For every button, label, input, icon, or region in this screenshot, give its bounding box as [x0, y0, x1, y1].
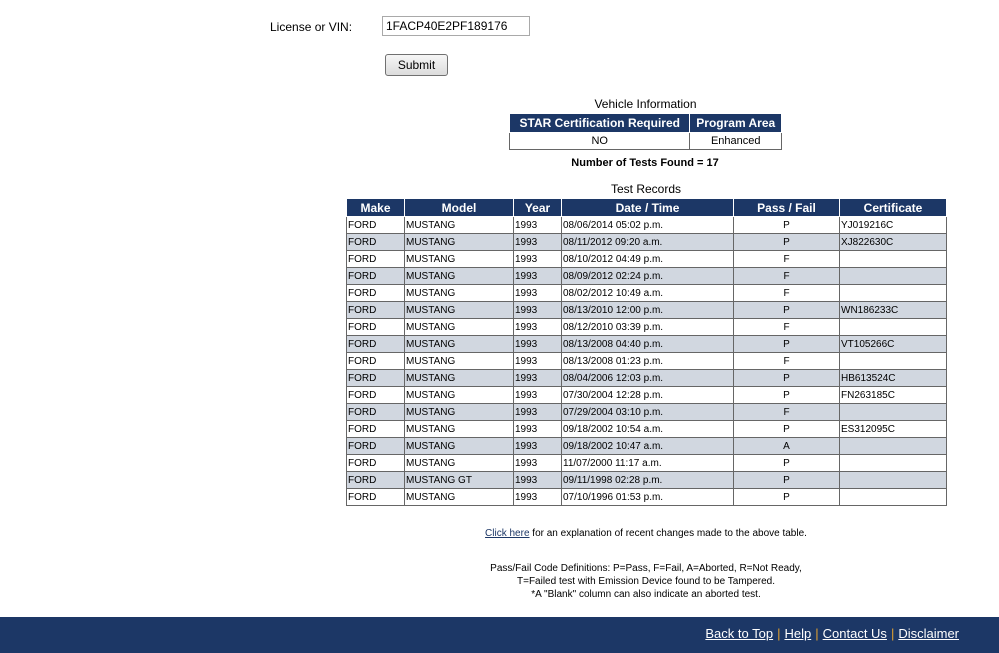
- col-header-year: Year: [514, 199, 562, 217]
- col-header-model: Model: [405, 199, 514, 217]
- col-header-make: Make: [347, 199, 405, 217]
- year-cell: 1993: [514, 251, 562, 268]
- footer-separator: |: [815, 626, 819, 641]
- table-row: [347, 404, 947, 421]
- table-row: [347, 268, 947, 285]
- year-cell: 1993: [514, 404, 562, 421]
- pass-fail-cell: P: [734, 336, 840, 353]
- model-cell: MUSTANG: [405, 336, 514, 353]
- year-cell: 1993: [514, 217, 562, 234]
- test-records-header-row: [347, 199, 947, 217]
- pass-fail-cell: F: [734, 285, 840, 302]
- make-cell: FORD: [347, 370, 405, 387]
- date-time-cell: 07/10/1996 01:53 p.m.: [562, 489, 734, 506]
- test-records-table: [346, 198, 947, 506]
- date-time-cell: 08/02/2012 10:49 a.m.: [562, 285, 734, 302]
- certificate-cell: VT105266C: [840, 336, 947, 353]
- col-header-certificate: Certificate: [840, 199, 947, 217]
- pass-fail-cell: P: [734, 217, 840, 234]
- year-cell: 1993: [514, 455, 562, 472]
- date-time-cell: 08/06/2014 05:02 p.m.: [562, 217, 734, 234]
- make-cell: FORD: [347, 336, 405, 353]
- year-cell: 1993: [514, 472, 562, 489]
- make-cell: FORD: [347, 421, 405, 438]
- pass-fail-cell: P: [734, 387, 840, 404]
- table-row: [347, 319, 947, 336]
- footer-bar: [0, 617, 999, 653]
- table-row: [347, 285, 947, 302]
- definitions-line-2: T=Failed test with Emission Device found to be Tampered.: [517, 576, 775, 587]
- year-cell: 1993: [514, 234, 562, 251]
- vi-value-star: NO: [510, 133, 690, 150]
- pass-fail-cell: F: [734, 353, 840, 370]
- model-cell: MUSTANG: [405, 438, 514, 455]
- certificate-cell: XJ822630C: [840, 234, 947, 251]
- year-cell: 1993: [514, 319, 562, 336]
- vi-header-star: STAR Certification Required: [510, 114, 690, 133]
- changes-note-text: for an explanation of recent changes made to the above table.: [529, 528, 807, 539]
- make-cell: FORD: [347, 353, 405, 370]
- definitions-line-3: *A "Blank" column can also indicate an aborted test.: [531, 589, 761, 600]
- certificate-cell: [840, 404, 947, 421]
- back-to-top-link[interactable]: Back to Top: [705, 626, 774, 641]
- date-time-cell: 09/11/1998 02:28 p.m.: [562, 472, 734, 489]
- year-cell: 1993: [514, 489, 562, 506]
- year-cell: 1993: [514, 302, 562, 319]
- pass-fail-cell: F: [734, 268, 840, 285]
- changes-note: [346, 528, 946, 539]
- certificate-cell: [840, 438, 947, 455]
- year-cell: 1993: [514, 370, 562, 387]
- model-cell: MUSTANG: [405, 421, 514, 438]
- pass-fail-cell: F: [734, 251, 840, 268]
- tests-found-count: Number of Tests Found = 17: [571, 157, 719, 169]
- make-cell: FORD: [347, 302, 405, 319]
- model-cell: MUSTANG: [405, 404, 514, 421]
- pass-fail-cell: P: [734, 489, 840, 506]
- certificate-cell: ES312095C: [840, 421, 947, 438]
- model-cell: MUSTANG: [405, 489, 514, 506]
- model-cell: MUSTANG: [405, 285, 514, 302]
- pass-fail-cell: P: [734, 472, 840, 489]
- certificate-cell: WN186233C: [840, 302, 947, 319]
- certificate-cell: [840, 353, 947, 370]
- pass-fail-definitions: [346, 562, 946, 601]
- year-cell: 1993: [514, 387, 562, 404]
- contact-us-link[interactable]: Contact Us: [822, 626, 887, 641]
- make-cell: FORD: [347, 455, 405, 472]
- year-cell: 1993: [514, 353, 562, 370]
- certificate-cell: [840, 285, 947, 302]
- model-cell: MUSTANG: [405, 455, 514, 472]
- date-time-cell: 07/30/2004 12:28 p.m.: [562, 387, 734, 404]
- year-cell: 1993: [514, 438, 562, 455]
- make-cell: FORD: [347, 285, 405, 302]
- disclaimer-link[interactable]: Disclaimer: [898, 626, 959, 641]
- model-cell: MUSTANG: [405, 268, 514, 285]
- certificate-cell: [840, 489, 947, 506]
- model-cell: MUSTANG: [405, 387, 514, 404]
- table-row: [347, 336, 947, 353]
- certificate-cell: YJ019216C: [840, 217, 947, 234]
- model-cell: MUSTANG: [405, 353, 514, 370]
- year-cell: 1993: [514, 421, 562, 438]
- definitions-line-1: Pass/Fail Code Definitions: P=Pass, F=Fail, A=Aborted, R=Not Ready,: [490, 563, 802, 574]
- year-cell: 1993: [514, 336, 562, 353]
- date-time-cell: 08/11/2012 09:20 a.m.: [562, 234, 734, 251]
- help-link[interactable]: Help: [784, 626, 812, 641]
- pass-fail-cell: F: [734, 319, 840, 336]
- pass-fail-cell: P: [734, 370, 840, 387]
- make-cell: FORD: [347, 387, 405, 404]
- certificate-cell: [840, 472, 947, 489]
- pass-fail-cell: P: [734, 234, 840, 251]
- date-time-cell: 08/09/2012 02:24 p.m.: [562, 268, 734, 285]
- date-time-cell: 08/13/2008 04:40 p.m.: [562, 336, 734, 353]
- certificate-cell: HB613524C: [840, 370, 947, 387]
- footer-separator: |: [777, 626, 781, 641]
- table-row: [347, 438, 947, 455]
- year-cell: 1993: [514, 268, 562, 285]
- pass-fail-cell: P: [734, 455, 840, 472]
- pass-fail-cell: P: [734, 421, 840, 438]
- license-vin-input[interactable]: [382, 16, 530, 36]
- make-cell: FORD: [347, 251, 405, 268]
- make-cell: FORD: [347, 234, 405, 251]
- vehicle-info-title: Vehicle Information: [594, 97, 697, 111]
- certificate-cell: [840, 455, 947, 472]
- date-time-cell: 11/07/2000 11:17 a.m.: [562, 455, 734, 472]
- model-cell: MUSTANG: [405, 217, 514, 234]
- date-time-cell: 07/29/2004 03:10 p.m.: [562, 404, 734, 421]
- make-cell: FORD: [347, 472, 405, 489]
- date-time-cell: 08/13/2010 12:00 p.m.: [562, 302, 734, 319]
- make-cell: FORD: [347, 404, 405, 421]
- model-cell: MUSTANG: [405, 319, 514, 336]
- make-cell: FORD: [347, 438, 405, 455]
- table-row: [347, 234, 947, 251]
- table-row: [347, 455, 947, 472]
- pass-fail-cell: P: [734, 302, 840, 319]
- table-row: [347, 472, 947, 489]
- date-time-cell: 08/12/2010 03:39 p.m.: [562, 319, 734, 336]
- table-row: [347, 489, 947, 506]
- date-time-cell: 08/10/2012 04:49 p.m.: [562, 251, 734, 268]
- make-cell: FORD: [347, 217, 405, 234]
- table-row: [347, 217, 947, 234]
- make-cell: FORD: [347, 489, 405, 506]
- vi-header-program-area: Program Area: [690, 114, 782, 133]
- license-vin-label: License or VIN:: [270, 20, 353, 34]
- model-cell: MUSTANG: [405, 370, 514, 387]
- pass-fail-cell: A: [734, 438, 840, 455]
- table-row: [347, 387, 947, 404]
- certificate-cell: [840, 268, 947, 285]
- year-cell: 1993: [514, 285, 562, 302]
- certificate-cell: FN263185C: [840, 387, 947, 404]
- model-cell: MUSTANG GT: [405, 472, 514, 489]
- vehicle-info-table: [509, 113, 782, 150]
- model-cell: MUSTANG: [405, 234, 514, 251]
- pass-fail-cell: F: [734, 404, 840, 421]
- model-cell: MUSTANG: [405, 302, 514, 319]
- date-time-cell: 09/18/2002 10:54 a.m.: [562, 421, 734, 438]
- make-cell: FORD: [347, 319, 405, 336]
- table-row: [347, 251, 947, 268]
- date-time-cell: 09/18/2002 10:47 a.m.: [562, 438, 734, 455]
- footer-separator: |: [890, 626, 895, 641]
- certificate-cell: [840, 319, 947, 336]
- certificate-cell: [840, 251, 947, 268]
- click-here-link[interactable]: Click here: [485, 528, 530, 539]
- date-time-cell: 08/04/2006 12:03 p.m.: [562, 370, 734, 387]
- date-time-cell: 08/13/2008 01:23 p.m.: [562, 353, 734, 370]
- table-row: [347, 421, 947, 438]
- table-row: [347, 302, 947, 319]
- table-row: [347, 353, 947, 370]
- test-records-body: [347, 217, 947, 506]
- vi-value-program-area: Enhanced: [690, 133, 782, 150]
- submit-button[interactable]: Submit: [385, 54, 448, 76]
- table-row: [347, 370, 947, 387]
- footer-links: [705, 626, 959, 641]
- col-header-pass-fail: Pass / Fail: [734, 199, 840, 217]
- model-cell: MUSTANG: [405, 251, 514, 268]
- make-cell: FORD: [347, 268, 405, 285]
- col-header-date-time: Date / Time: [562, 199, 734, 217]
- test-records-title: Test Records: [610, 182, 682, 196]
